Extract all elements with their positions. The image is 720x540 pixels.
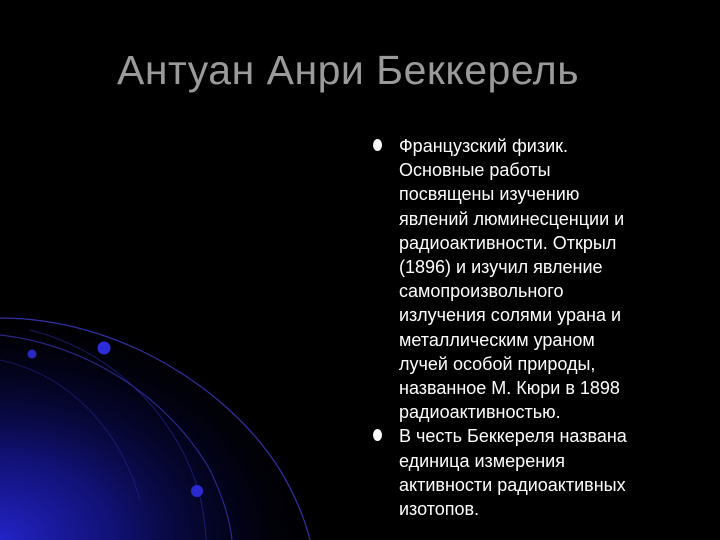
bullet-dot-icon bbox=[373, 429, 382, 441]
bullet-item bbox=[364, 134, 664, 424]
orb-dot bbox=[191, 485, 203, 497]
slide-title: Антуан Анри Беккерель bbox=[117, 47, 580, 93]
orb-dot bbox=[28, 350, 37, 359]
orb-dot bbox=[98, 342, 111, 355]
bullet-list bbox=[364, 134, 664, 521]
bullet-text: В честь Беккереля названа единица измерения активности радиоактивных изотопов. bbox=[399, 426, 627, 520]
bullet-dot-icon bbox=[373, 139, 382, 151]
bullet-text: Французский физик. Основные работы посвящены изучению явлений люминесценции и радиоактивности. Открыл (1896) и изучил явление самопроизвольного излучения солями урана и металлическим ураном лучей особой природы, названное М. Кюри в 1898 радиоактивностью. bbox=[399, 136, 625, 423]
bullet-item bbox=[364, 424, 664, 521]
